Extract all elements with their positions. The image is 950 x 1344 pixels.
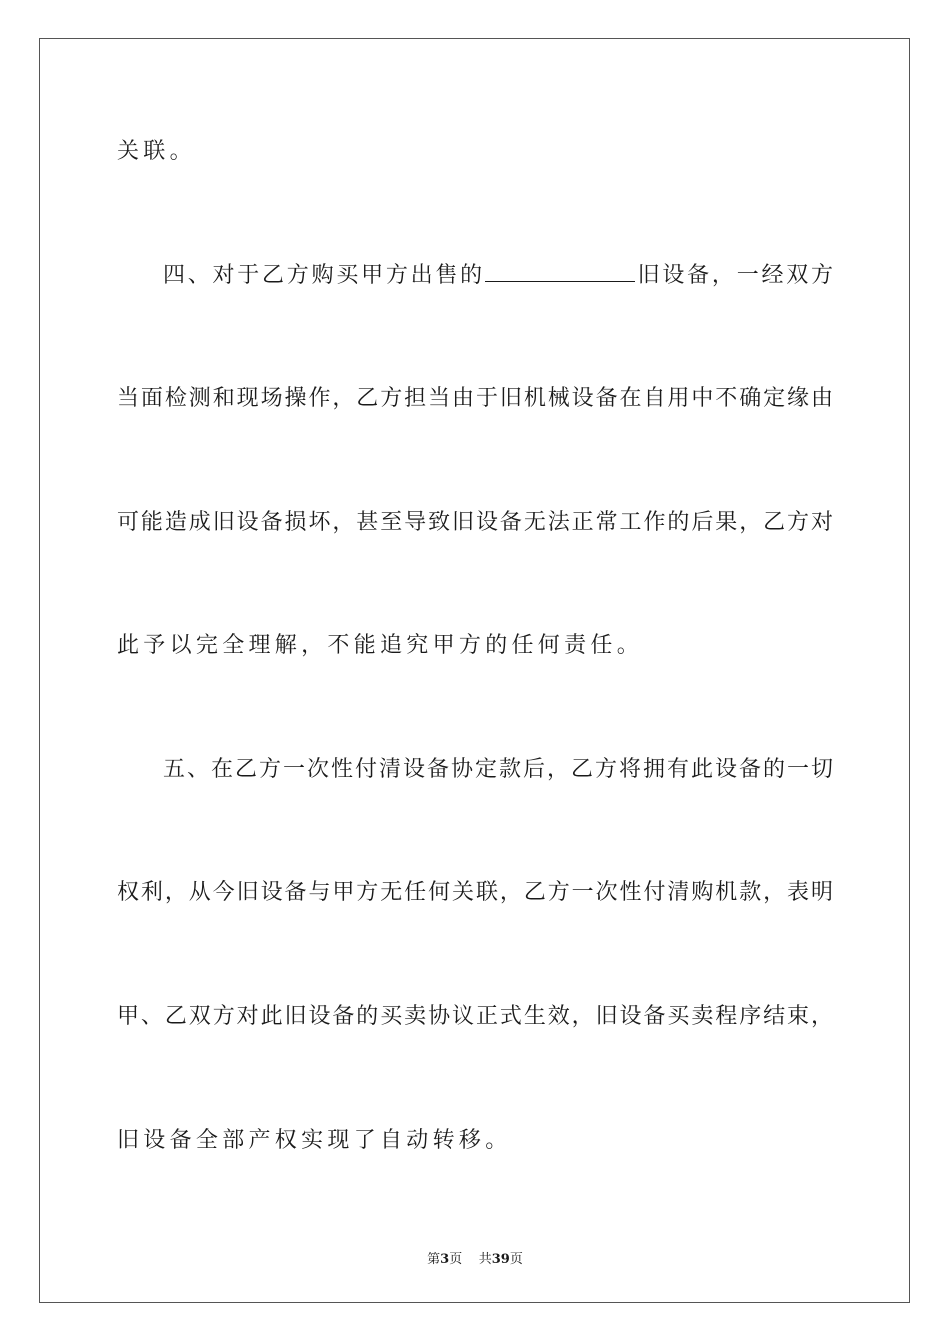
footer-total-prefix: 共 [478, 1252, 492, 1267]
footer-total-pages: 39 [491, 1252, 510, 1267]
clause-5-line-3: 甲、乙双方对此旧设备的买卖协议正式生效，旧设备买卖程序结束， [117, 1004, 833, 1029]
clause-5-line-1: 五、在乙方一次性付清设备协定款后，乙方将拥有此设备的一切 [163, 757, 833, 782]
clause-4-line-4: 此予以完全理解，不能追究甲方的任何责任。 [117, 633, 644, 658]
footer-page-number: 3 [440, 1252, 450, 1267]
footer-total-suffix: 页 [509, 1252, 523, 1267]
clause-5-line-2: 权利，从今旧设备与甲方无任何关联，乙方一次性付清购机款，表明 [117, 880, 833, 905]
text-line-1: 关联。 [117, 139, 196, 164]
clause-4-line-2: 当面检测和现场操作，乙方担当由于旧机械设备在自用中不确定缘由 [117, 386, 833, 411]
clause-4-line-3: 可能造成旧设备损坏，甚至导致旧设备无法正常工作的后果，乙方对 [117, 510, 833, 535]
fill-in-blank [485, 261, 635, 282]
footer-page-suffix: 页 [449, 1252, 463, 1267]
clause-5-line-4: 旧设备全部产权实现了自动转移。 [117, 1128, 512, 1153]
clause-4-tail: 旧设备，一经双方 [634, 263, 833, 288]
page-frame [39, 38, 910, 1303]
clause-4-lead: 四、对于乙方购买甲方出售的 [163, 263, 485, 288]
clause-4-line-1 [163, 261, 833, 291]
page-footer [0, 1248, 950, 1267]
footer-page-prefix: 第 [427, 1252, 441, 1267]
